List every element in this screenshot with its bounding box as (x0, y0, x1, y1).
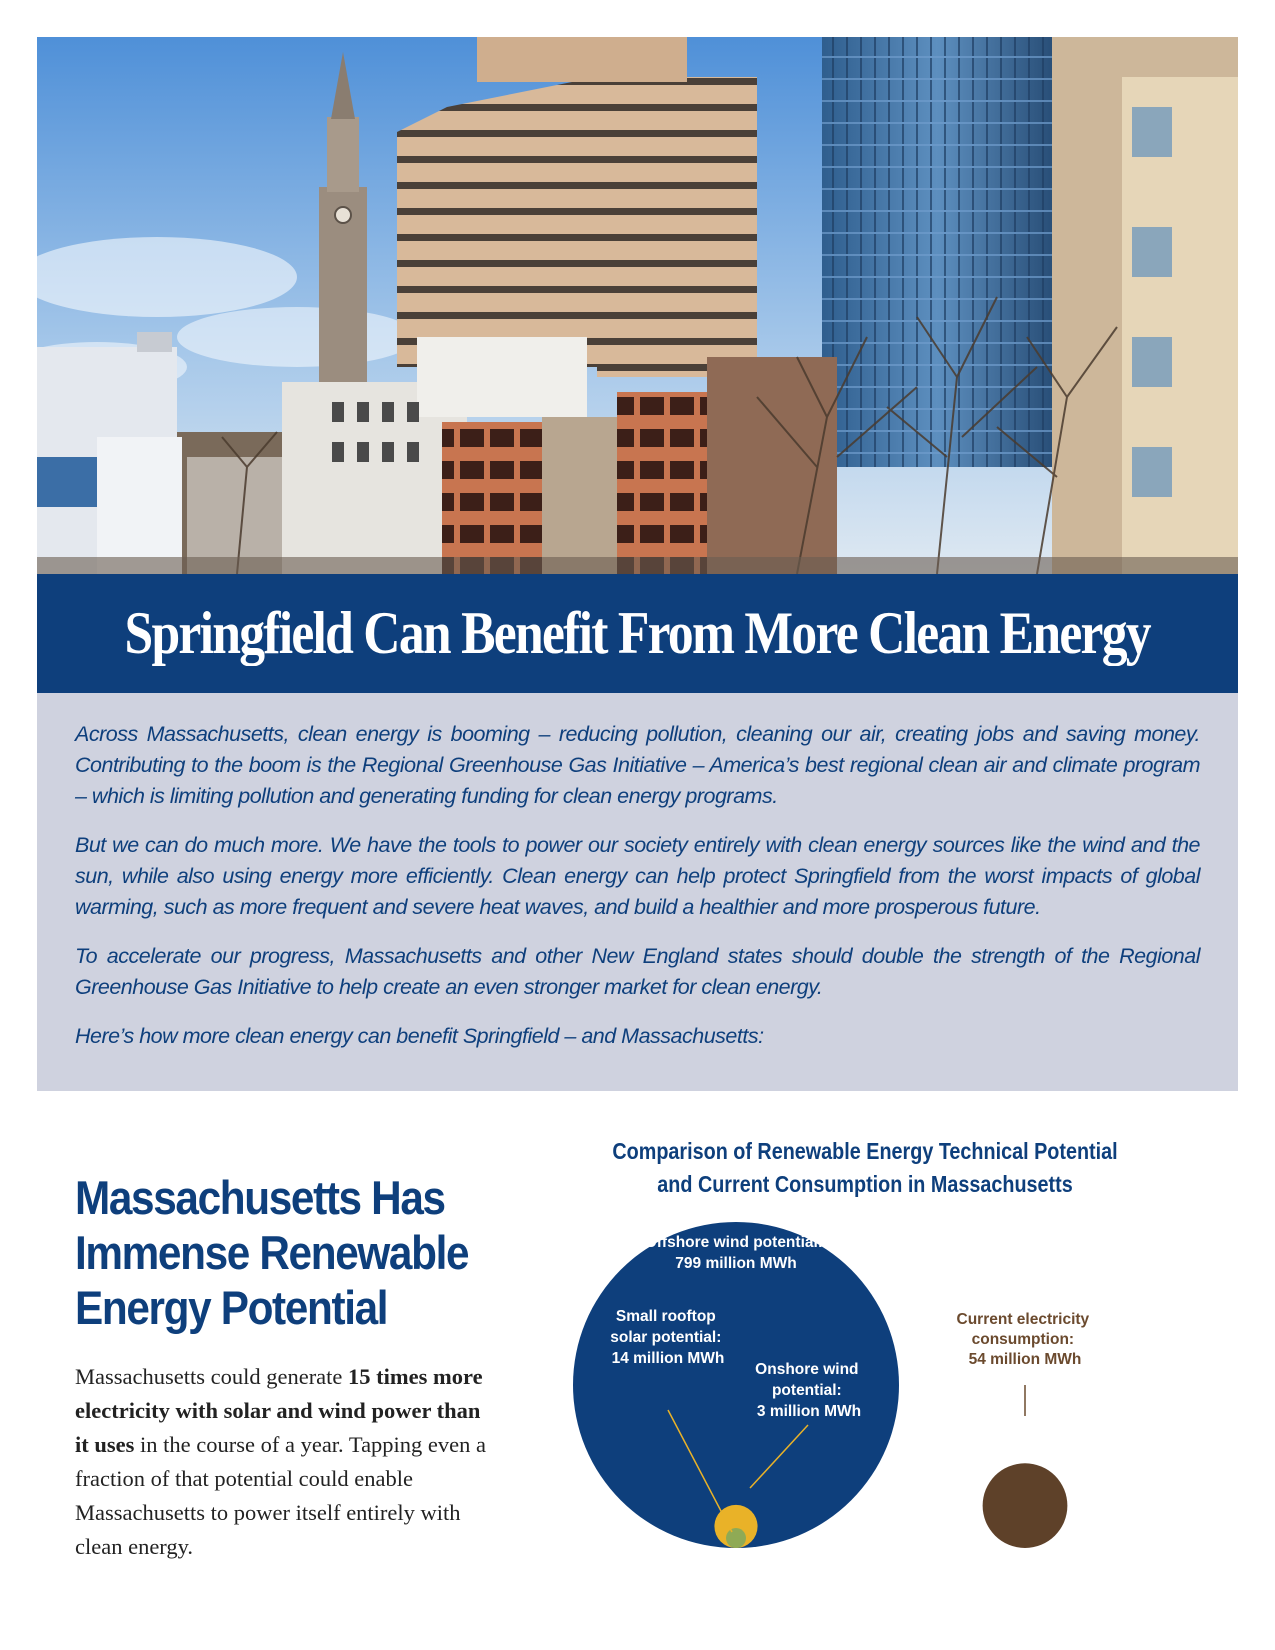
onshore-wind-label-line: potential: (771, 1382, 842, 1399)
section-heading-line: Immense Renewable (75, 1226, 469, 1279)
title-banner (37, 574, 1238, 693)
rooftop-solar-label (610, 1308, 725, 1367)
rooftop-solar-label-line: solar potential: (610, 1329, 722, 1346)
rooftop-solar-label-line: 14 million MWh (611, 1350, 725, 1367)
intro-panel (37, 693, 1238, 1091)
consumption-label (957, 1311, 1094, 1368)
bubble-chart (560, 1220, 1240, 1640)
body-text-emphasis: 15 times more electricity with solar and wind power than it uses (75, 1364, 483, 1457)
consumption-label-line: 54 million MWh (968, 1351, 1082, 1368)
bubble-chart-svg (560, 1220, 1240, 1640)
onshore-wind-bubble (726, 1528, 746, 1548)
hero-photo (37, 37, 1238, 574)
chart-title-line: Comparison of Renewable Energy Technical Potential (612, 1138, 1118, 1164)
onshore-wind-label-line: Onshore wind (755, 1361, 859, 1378)
section-heading-line: Massachusetts Has (75, 1171, 445, 1224)
springfield-skyline-image (37, 37, 1238, 574)
section-body (75, 1360, 495, 1564)
intro-paragraph: To accelerate our progress, Massachusetts and other New England states should double the strength of the Regional Greenhouse Gas Initiative to help create an even stronger market for clean energy. (75, 944, 1200, 999)
chart-title-line: and Current Consumption in Massachusetts (657, 1171, 1073, 1197)
intro-paragraph: But we can do much more. We have the tools to power our society entirely with clean energy sources like the wind and the sun, while also using energy more efficiently. Clean energy can help protect Springfield from the worst impacts of global warming, such as more frequent and severe heat waves, and build a healthier and more prosperous future. (75, 833, 1200, 919)
body-text-end: in the course of a year. Tapping even a fraction of that potential could enable Massachusetts to power itself entirely with clean energy. (75, 1432, 487, 1559)
consumption-label-line: consumption: (971, 1331, 1075, 1348)
section-heading (75, 1170, 471, 1335)
intro-paragraph: Here’s how more clean energy can benefit Springfield – and Massachusetts: (75, 1024, 764, 1048)
offshore-wind-label-line: 799 million MWh (675, 1255, 797, 1272)
consumption-label-line: Current electricity (956, 1311, 1090, 1328)
section-heading-line: Energy Potential (75, 1281, 388, 1334)
intro-paragraph: Across Massachusetts, clean energy is booming – reducing pollution, cleaning our air, creating jobs and saving money. Contributing to the boom is the Regional Greenhouse Gas Initiative – America’s best regional clean air and climate program – which is limiting pollution and generating funding for clean energy programs. (75, 722, 1200, 808)
consumption-bubble (983, 1463, 1068, 1548)
onshore-wind-label-line: 3 million MWh (756, 1403, 862, 1420)
chart-title (603, 1135, 1128, 1201)
offshore-wind-label-line: Offshore wind potential: (644, 1234, 823, 1251)
body-text-start: Massachusetts could generate (75, 1364, 349, 1389)
page-title: Springfield Can Benefit From More Clean Energy (124, 600, 1151, 666)
rooftop-solar-label-line: Small rooftop (615, 1308, 716, 1325)
